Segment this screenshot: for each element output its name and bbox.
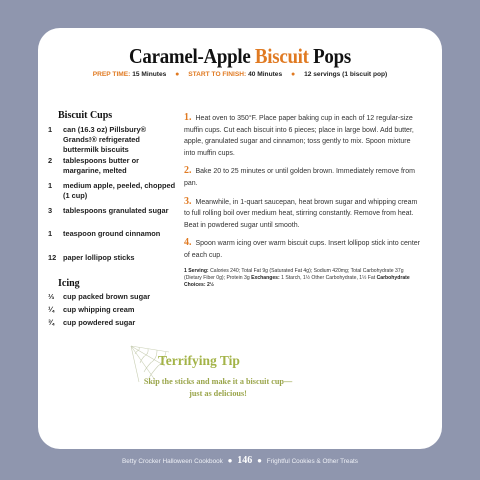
exchanges-text: 1 Starch, 1½ Other Carbohydrate, 1½ Fat [281, 274, 376, 281]
ingredient-item [48, 206, 176, 216]
ingredient-text: can (16.3 oz) Pillsbury® Grands!® refrigerated buttermilk biscuits [63, 125, 147, 154]
bullet-icon: ● [227, 456, 233, 465]
ingredient-item [48, 229, 176, 239]
recipe-meta [0, 71, 480, 78]
exchanges-label: Exchanges: [251, 274, 280, 281]
ingredient-qty: 12 [48, 253, 57, 262]
ingredient-qty: ⅓ [48, 292, 55, 301]
step-text: Bake 20 to 25 minutes or until golden brown. Immediately remove from pan. [184, 168, 415, 187]
ingredient-text: tablespoons granulated sugar [63, 206, 169, 215]
step-text: Spoon warm icing over warm biscuit cups. Insert lollipop stick into center of each cup. [184, 240, 420, 259]
step-number: 2. [184, 165, 192, 177]
title-accent: Biscuit [254, 44, 309, 68]
step-item [184, 165, 420, 189]
ingredient-qty: ¼ [48, 305, 55, 314]
step-number: 1. [184, 112, 192, 123]
ingredient-qty: ¾ [48, 318, 55, 327]
ingredient-qty: 3 [48, 206, 53, 215]
prep-label: PREP TIME: [92, 71, 131, 78]
ingredient-item [48, 292, 176, 302]
step-item [184, 196, 420, 232]
recipe-title [58, 44, 422, 69]
step-item [184, 112, 420, 159]
serving-text: Calories 240; Total Fat 9g (Saturated Fat 4g); Sodium 420mg; Total Carbohydrate 37g (Dietary Fiber 0g); Protein 3g [184, 267, 404, 281]
ingredient-item [48, 305, 176, 315]
finish-label: START TO FINISH: [188, 71, 247, 78]
page-footer [0, 455, 480, 466]
carb-label: Carbohydrate Choices: [184, 274, 410, 288]
ingredient-text: cup whipping cream [63, 305, 135, 314]
ingredient-item [48, 181, 176, 201]
biscuit-cups-heading: Biscuit Cups [58, 110, 113, 121]
page-number: 146 [237, 455, 253, 466]
serving-label: 1 Serving: [184, 267, 209, 274]
ingredient-qty: 1 [48, 181, 53, 190]
ingredient-item [48, 253, 176, 263]
footer-book: Betty Crocker Halloween Cookbook [122, 458, 223, 465]
step-number: 3. [184, 195, 192, 207]
ingredient-text: teaspoon ground cinnamon [63, 229, 161, 238]
title-part2: Pops [308, 44, 351, 68]
ingredient-qty: 1 [48, 229, 53, 238]
tip-title: Terrifying Tip [158, 353, 240, 368]
servings: 12 servings (1 biscuit pop) [304, 71, 388, 78]
step-item [184, 237, 420, 261]
ingredient-qty: 2 [48, 156, 53, 165]
title-part1: Caramel-Apple [129, 44, 255, 68]
ingredient-qty: 1 [48, 125, 53, 134]
ingredient-text: cup powdered sugar [63, 318, 136, 327]
bullet-icon: ● [257, 456, 262, 465]
directions [184, 112, 420, 289]
step-text: Heat oven to 350°F. Place paper baking cup in each of 12 regular-size muffin cups. Cut each biscuit into 6 pieces; place in large bowl. Add butter, apple, granulated sugar and cinnamon; toss gently to mix. Spoon mixture into muffin cups. [184, 115, 414, 157]
ingredient-item [48, 156, 176, 176]
ingredient-text: cup packed brown sugar [63, 292, 151, 301]
nutrition-info [184, 268, 420, 290]
ingredient-text: tablespoons butter or margarine, melted [63, 156, 139, 175]
ingredient-item [48, 125, 176, 154]
ingredient-text: medium apple, peeled, chopped (1 cup) [63, 181, 176, 200]
tip-body: Skip the sticks and make it a biscuit cup—just as delicious! [143, 377, 293, 398]
footer-section: Frightful Cookies & Other Treats [266, 458, 358, 465]
carb-text: 2½ [206, 281, 215, 288]
step-number: 4. [184, 237, 192, 249]
ingredient-item [48, 318, 176, 328]
bullet-icon: ● [175, 71, 180, 78]
step-text: Meanwhile, in 1-quart saucepan, heat brown sugar and whipping cream to full rolling boil over medium heat, stirring constantly. Remove from heat. Beat in powdered sugar until smooth. [184, 198, 418, 229]
finish-value: 40 Minutes [248, 71, 283, 78]
icing-heading: Icing [58, 278, 80, 289]
prep-value: 15 Minutes [132, 71, 167, 78]
ingredient-text: paper lollipop sticks [63, 253, 135, 262]
bullet-icon: ● [290, 71, 296, 78]
